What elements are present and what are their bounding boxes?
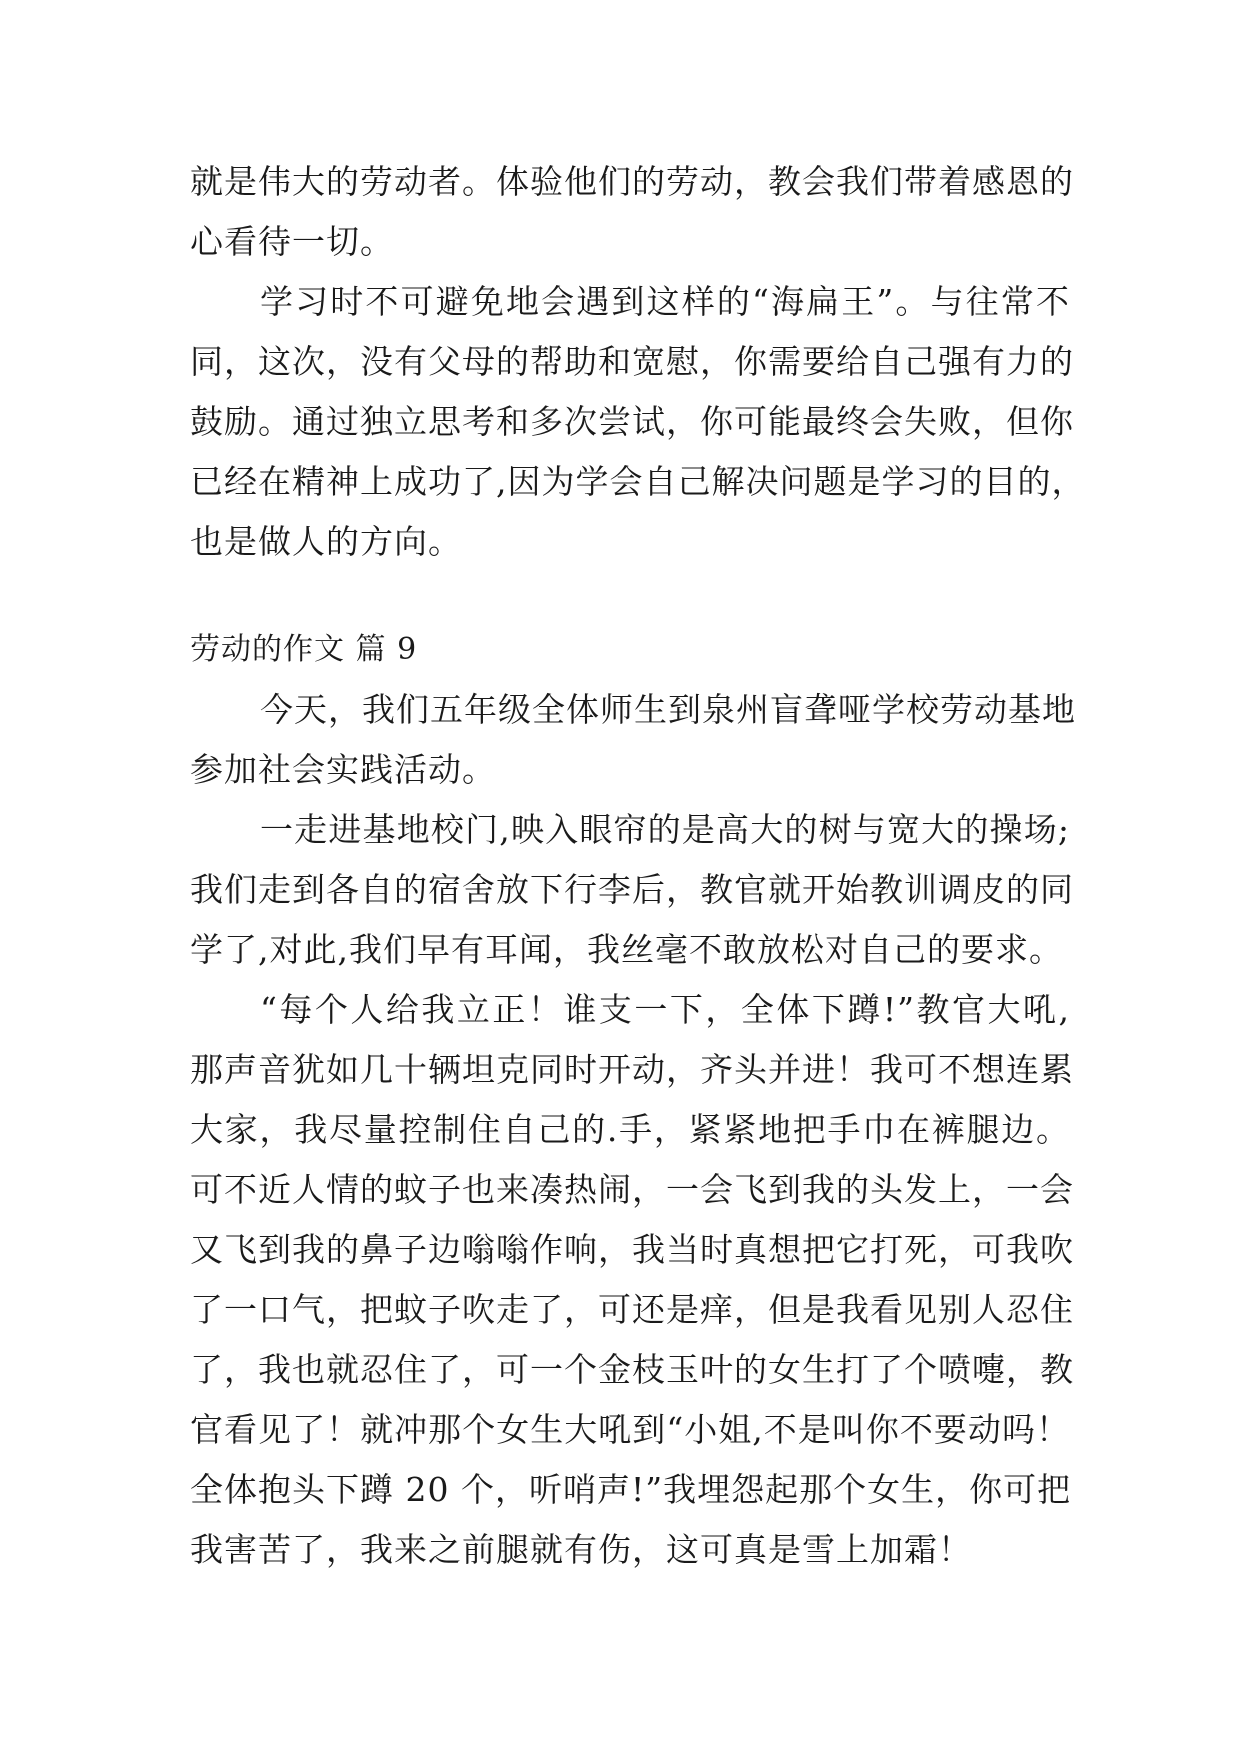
paragraph-arrival [190,800,1074,980]
text-line: 了，我也就忍住了，可一个金枝玉叶的女生打了个喷嚏，教 [190,1350,1074,1389]
paragraph-drill [190,980,1074,1580]
text-line: 全体抱头下蹲 20 个，听哨声!”我埋怨起那个女生，你可把 [190,1470,1072,1509]
text-line: 鼓励。通过独立思考和多次尝试，你可能最终会失败，但你 [190,402,1074,441]
section-heading: 劳动的作文 篇 9 [190,632,418,667]
paragraph-continuation [190,152,1074,272]
text-line: 我们走到各自的宿舍放下行李后，教官就开始教训调皮的同 [190,870,1074,909]
text-line: 也是做人的方向。 [190,522,462,561]
text-line: 学习时不可避免地会遇到这样的“海扁王”。与往常不 [260,282,1070,321]
text-line: 学了,对此,我们早有耳闻，我丝毫不敢放松对自己的要求。 [190,930,1063,969]
paragraph-intro [190,680,1076,800]
text-line: 同，这次，没有父母的帮助和宽慰，你需要给自己强有力的 [190,342,1074,381]
text-line: 官看见了！就冲那个女生大吼到“小姐,不是叫你不要动吗！ [190,1410,1070,1449]
text-line: 就是伟大的劳动者。体验他们的劳动，教会我们带着感恩的 [190,162,1074,201]
text-line: 参加社会实践活动。 [190,750,496,789]
text-line: 可不近人情的蚊子也来凑热闹，一会飞到我的头发上，一会 [190,1170,1074,1209]
text-line: 又飞到我的鼻子边嗡嗡作响，我当时真想把它打死，可我吹 [190,1230,1074,1269]
text-line: 我害苦了，我来之前腿就有伤，这可真是雪上加霜！ [190,1530,972,1569]
text-line: 一走进基地校门,映入眼帘的是高大的树与宽大的操场; [260,810,1070,849]
text-line: 已经在精神上成功了,因为学会自己解决问题是学习的目的， [190,462,1086,501]
text-line: 大家，我尽量控制住自己的.手，紧紧地把手巾在裤腿边。 [190,1110,1070,1149]
text-line: 那声音犹如几十辆坦克同时开动，齐头并进！我可不想连累 [190,1050,1074,1089]
document-page [190,152,1086,1580]
text-line: 了一口气，把蚊子吹走了，可还是痒，但是我看见别人忍住 [190,1290,1074,1329]
text-line: 今天，我们五年级全体师生到泉州盲聋哑学校劳动基地 [260,690,1076,729]
text-line: 心看待一切。 [190,222,394,261]
text-line: “每个人给我立正！谁支一下，全体下蹲!”教官大吼, [260,990,1070,1029]
paragraph-learning [190,272,1086,572]
